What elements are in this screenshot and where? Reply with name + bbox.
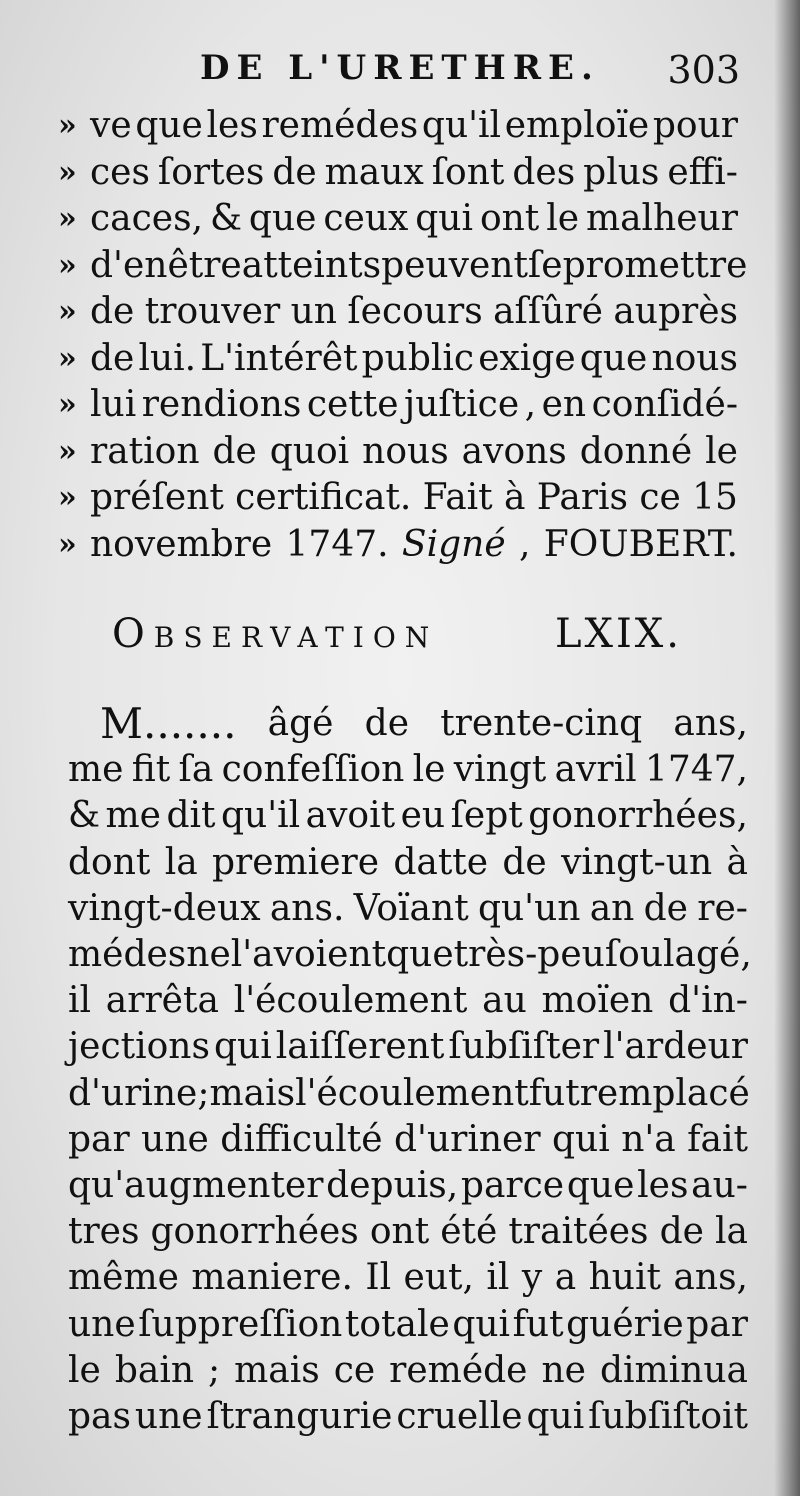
- word: âgé: [267, 703, 334, 744]
- word: l'ardeur: [603, 1026, 748, 1068]
- word: il: [68, 980, 92, 1022]
- quote-mark: »: [58, 340, 77, 376]
- word: a: [554, 1257, 577, 1299]
- word: que: [135, 105, 203, 146]
- word: cruelle: [396, 1396, 523, 1437]
- word: en: [541, 384, 587, 425]
- body-line: [0, 792, 800, 840]
- word: lui.: [138, 337, 197, 379]
- word: ont: [369, 1211, 430, 1253]
- body-line-text: [68, 885, 748, 933]
- body-line: [0, 1347, 800, 1395]
- word: remplacé: [579, 1072, 750, 1114]
- body-line: [0, 1208, 800, 1256]
- quote-line-text: [90, 195, 738, 243]
- quote-line-text: [90, 521, 738, 569]
- word: re-: [697, 887, 748, 929]
- body-line-text: [68, 1254, 748, 1302]
- quote-mark: »: [58, 201, 77, 236]
- word: maux: [324, 151, 424, 193]
- word: rendions: [141, 384, 302, 425]
- word: juſtice: [404, 384, 520, 425]
- word: dont: [68, 841, 151, 883]
- word: avons: [461, 430, 567, 472]
- body-line: [0, 1301, 800, 1349]
- quote-line: [0, 149, 800, 197]
- word: de: [502, 841, 547, 883]
- body-line-text: [100, 700, 748, 748]
- word: 1747.: [285, 523, 389, 565]
- body-line-text: [68, 1116, 748, 1164]
- word: jections: [68, 1026, 210, 1068]
- word: reméde: [389, 1349, 528, 1391]
- quote-line: [0, 474, 800, 522]
- word: un: [290, 291, 337, 332]
- word: promettre: [562, 244, 748, 286]
- word: vingt-un: [561, 841, 713, 883]
- page-number: 303: [667, 48, 740, 92]
- word: ,: [524, 384, 537, 425]
- word: être: [167, 244, 242, 286]
- word: arrêta: [105, 980, 219, 1022]
- quote-line-text: [90, 335, 738, 383]
- body-line: [0, 977, 800, 1025]
- word: de: [90, 291, 135, 332]
- word: difficulté: [220, 1118, 383, 1160]
- word: ;: [197, 1072, 210, 1114]
- heading-word: Observation: [112, 611, 439, 657]
- quote-line-text: [90, 381, 738, 429]
- word: ,: [518, 523, 531, 565]
- quote-line-text: [90, 288, 738, 336]
- word: Paris: [536, 477, 629, 518]
- word: au: [482, 980, 527, 1022]
- body-line: [0, 885, 800, 933]
- word: l'avoient: [230, 934, 387, 975]
- word: qui: [452, 1303, 511, 1345]
- word: pas: [68, 1396, 131, 1437]
- word: des: [512, 151, 576, 193]
- word: médes: [68, 934, 187, 975]
- word: à: [726, 841, 748, 883]
- word: ſe: [527, 244, 563, 286]
- word: ce: [639, 477, 681, 518]
- word: trouver: [144, 291, 281, 332]
- quote-line: [0, 102, 800, 150]
- word: qui: [552, 1118, 610, 1160]
- word: malheur: [585, 198, 738, 239]
- word: il: [486, 1257, 510, 1299]
- quote-line-text: [90, 149, 738, 197]
- word: novembre: [90, 523, 273, 565]
- word: n'a: [621, 1118, 676, 1160]
- section-heading: [112, 606, 682, 662]
- word: ne: [186, 934, 231, 975]
- word: caces,: [90, 198, 204, 239]
- word: moïen: [541, 980, 654, 1022]
- word: bain: [114, 1349, 195, 1391]
- body-line-text: [68, 931, 752, 979]
- word: de: [659, 1211, 704, 1253]
- word: ne: [541, 1349, 586, 1391]
- body-line-text: [68, 977, 748, 1025]
- word: que: [386, 934, 454, 975]
- body-line-text: [68, 1301, 748, 1349]
- word: de: [212, 430, 257, 472]
- quote-mark: »: [58, 108, 77, 143]
- body-line-text: [68, 1162, 748, 1210]
- word: diminua: [599, 1349, 748, 1391]
- quote-line: [0, 521, 800, 569]
- quote-mark: »: [58, 480, 77, 515]
- running-head: [200, 48, 740, 98]
- word: &: [209, 198, 242, 239]
- word: d'en: [90, 244, 168, 286]
- word: ſoulagé,: [604, 934, 752, 975]
- word: qu'un: [477, 887, 581, 929]
- word: qui: [526, 1396, 585, 1437]
- word: de: [90, 337, 135, 379]
- word: cette: [306, 384, 399, 425]
- quote-line: [0, 195, 800, 243]
- word: ve: [90, 105, 132, 146]
- body-line: [0, 1070, 800, 1118]
- word: parce: [460, 1165, 565, 1206]
- word: trente-cinq: [440, 703, 643, 744]
- word: remédes: [261, 105, 419, 146]
- word: 1747,: [644, 749, 748, 791]
- quote-line: [0, 428, 800, 476]
- body-line: [0, 1116, 800, 1164]
- word: effi-: [667, 151, 738, 193]
- word: &: [68, 795, 101, 837]
- body-line-text: [68, 792, 748, 840]
- word: de: [364, 703, 410, 744]
- word: par: [686, 1303, 748, 1345]
- body-line-text: [68, 1023, 748, 1071]
- word: aſſûré: [493, 291, 603, 332]
- word: de: [272, 151, 317, 193]
- word: d'in-: [668, 980, 748, 1022]
- word: an: [589, 887, 635, 929]
- word: guérie: [566, 1303, 684, 1345]
- word: L'intérêt: [200, 337, 358, 379]
- body-line: [0, 700, 800, 748]
- word: par: [68, 1118, 130, 1160]
- word: l'écoulement: [295, 1072, 529, 1114]
- word: nous: [362, 430, 449, 472]
- quote-line: [0, 242, 800, 290]
- word: tres: [68, 1211, 140, 1253]
- word: que: [579, 337, 648, 379]
- word: mais: [209, 1072, 296, 1114]
- word: au-: [691, 1165, 748, 1206]
- word: les: [637, 1165, 689, 1206]
- word: les: [206, 105, 258, 146]
- word: me: [68, 749, 124, 791]
- quote-mark: »: [58, 387, 77, 422]
- word: gonorrhées,: [528, 795, 748, 837]
- word: public: [361, 337, 475, 379]
- body-line-text: [68, 1347, 748, 1395]
- word: pour: [652, 105, 738, 146]
- word: nous: [651, 337, 738, 379]
- word: depuis,: [326, 1165, 459, 1206]
- body-line: [0, 931, 800, 979]
- quote-mark: »: [58, 433, 77, 469]
- word: avril: [554, 749, 637, 791]
- body-line-text: [68, 1070, 748, 1118]
- word: ans,: [673, 1257, 748, 1299]
- word: été: [440, 1211, 498, 1253]
- quote-line-text: [90, 102, 738, 150]
- word: plus: [583, 151, 660, 193]
- quote-mark: »: [58, 526, 77, 562]
- word: ration: [90, 430, 200, 472]
- word: ce: [333, 1349, 376, 1391]
- quote-line: [0, 288, 800, 336]
- word: avoit: [305, 795, 396, 837]
- quote-mark: »: [58, 154, 77, 190]
- body-line-text: [68, 839, 748, 887]
- word: ceux: [323, 198, 409, 239]
- word: qu'il: [220, 795, 301, 837]
- word: huit: [588, 1257, 661, 1299]
- body-line: [0, 1254, 800, 1302]
- word: dit: [166, 795, 216, 837]
- word: lui: [90, 384, 137, 425]
- body-line: [0, 1393, 800, 1441]
- word: d'urine: [68, 1072, 198, 1114]
- quote-line-text: [90, 474, 738, 522]
- word: le: [705, 430, 738, 472]
- word: eu: [400, 795, 446, 837]
- word: ſubſiſter: [448, 1026, 600, 1068]
- word: le: [412, 749, 446, 791]
- body-line-text: [68, 1393, 748, 1441]
- word: fut: [528, 1072, 580, 1114]
- body-line-text: [68, 746, 748, 794]
- word: confeſſion: [221, 749, 405, 791]
- word: ſept: [450, 795, 523, 837]
- quote-line-text: [90, 242, 748, 290]
- word: qu'il: [421, 105, 502, 146]
- word: que: [566, 1165, 635, 1206]
- word: maniere.: [191, 1257, 353, 1299]
- word: donné: [579, 430, 693, 472]
- word: laiſſerent: [275, 1026, 445, 1068]
- quote-line: [0, 335, 800, 383]
- word: Voïant: [353, 887, 469, 929]
- word: peuvent: [381, 244, 528, 286]
- word: le: [546, 198, 580, 239]
- word: vingt-deux: [68, 887, 261, 929]
- word: la: [714, 1211, 748, 1253]
- word: ſa: [178, 749, 214, 791]
- word: ces: [90, 151, 150, 193]
- word: fit: [131, 749, 171, 791]
- word: Fait: [422, 477, 493, 518]
- word: Signé: [401, 523, 506, 565]
- word: même: [68, 1257, 179, 1299]
- word: qui: [415, 198, 474, 239]
- word: une: [141, 1118, 209, 1160]
- word: fait: [687, 1118, 748, 1160]
- word: la: [164, 841, 198, 883]
- running-head-title: DE L'URETHRE.: [200, 48, 600, 88]
- word: mais: [234, 1349, 320, 1391]
- word: FOUBERT.: [543, 523, 738, 565]
- quote-line-text: [90, 428, 738, 476]
- word: une: [68, 1303, 136, 1345]
- heading-numeral: LXIX.: [554, 611, 682, 657]
- word: ans.: [269, 887, 345, 929]
- word: ſont: [431, 151, 505, 193]
- word: conſidé-: [591, 384, 738, 425]
- word: d'uriner: [394, 1118, 541, 1160]
- word: de: [643, 887, 688, 929]
- word: vingt: [453, 749, 547, 791]
- quote-mark: »: [58, 247, 77, 283]
- word: ſubſiſtoit: [588, 1396, 748, 1437]
- word: totale: [344, 1303, 450, 1345]
- word: ſecours: [347, 291, 483, 332]
- word: ans,: [673, 703, 748, 744]
- word: fut: [512, 1303, 564, 1345]
- word: ſortes: [157, 151, 265, 193]
- body-line: [0, 1023, 800, 1071]
- word: le: [68, 1349, 101, 1391]
- drop-initial: M.......: [100, 699, 237, 748]
- word: exige: [478, 337, 576, 379]
- word: à: [503, 477, 526, 518]
- quote-line: [0, 381, 800, 429]
- word: emploïe: [504, 105, 650, 146]
- word: gonorrhées: [150, 1211, 359, 1253]
- word: très-peu: [453, 934, 605, 975]
- word: Il: [365, 1257, 392, 1299]
- word: certificat.: [235, 477, 412, 518]
- word: premiere: [211, 841, 380, 883]
- word: 15: [692, 477, 738, 518]
- word: ſtrangurie: [206, 1396, 393, 1437]
- word: ont: [479, 198, 540, 239]
- word: traitées: [508, 1211, 649, 1253]
- word: qu'augmenter: [68, 1165, 324, 1206]
- body-line: [0, 839, 800, 887]
- body-line: [0, 1162, 800, 1210]
- word: l'écoulement: [233, 980, 468, 1022]
- word: qui: [213, 1026, 272, 1068]
- body-line-text: [68, 1208, 748, 1256]
- word: ;: [208, 1349, 221, 1391]
- word: me: [105, 795, 161, 837]
- word: une: [134, 1396, 203, 1437]
- word: datte: [393, 841, 489, 883]
- word: ſuppreſſion: [138, 1303, 343, 1345]
- word: y: [521, 1257, 543, 1299]
- word: atteints: [241, 244, 382, 286]
- quote-mark: »: [58, 294, 77, 329]
- word: eut,: [403, 1257, 474, 1299]
- word: préſent: [90, 477, 224, 518]
- word: auprès: [613, 291, 738, 332]
- word: quoi: [269, 430, 350, 472]
- body-line: [0, 746, 800, 794]
- word: que: [248, 198, 317, 239]
